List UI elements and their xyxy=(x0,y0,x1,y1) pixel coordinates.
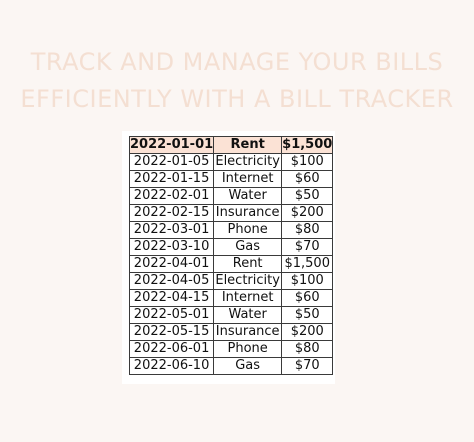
amount-cell[interactable]: $60 xyxy=(282,171,333,188)
amount-cell[interactable]: $80 xyxy=(282,222,333,239)
category-cell[interactable]: Gas xyxy=(214,239,282,256)
category-cell[interactable]: Insurance xyxy=(214,324,282,341)
table-header-row xyxy=(130,137,333,154)
category-cell[interactable]: Internet xyxy=(214,171,282,188)
category-cell[interactable]: Phone xyxy=(214,222,282,239)
date-cell[interactable]: 2022-02-01 xyxy=(130,188,214,205)
amount-cell[interactable]: $80 xyxy=(282,341,333,358)
table-row xyxy=(130,205,333,222)
date-cell[interactable]: 2022-04-05 xyxy=(130,273,214,290)
amount-cell[interactable]: $1,500 xyxy=(282,256,333,273)
date-cell[interactable]: 2022-05-15 xyxy=(130,324,214,341)
category-cell[interactable]: Water xyxy=(214,307,282,324)
category-cell[interactable]: Electricity xyxy=(215,154,280,169)
amount-cell[interactable]: $1,500 xyxy=(282,137,333,152)
category-cell[interactable]: Rent xyxy=(214,256,282,273)
bill-tracker-table xyxy=(129,136,333,375)
category-cell[interactable]: Internet xyxy=(214,290,282,307)
category-cell[interactable]: Gas xyxy=(214,358,282,375)
table-row xyxy=(130,171,333,188)
date-cell[interactable]: 2022-01-15 xyxy=(130,171,214,188)
date-cell[interactable]: 2022-06-10 xyxy=(130,358,214,375)
date-cell[interactable]: 2022-01-01 xyxy=(130,137,214,152)
date-cell[interactable]: 2022-04-01 xyxy=(130,256,214,273)
amount-cell[interactable]: $100 xyxy=(282,154,333,171)
amount-cell[interactable]: $60 xyxy=(282,290,333,307)
table-row xyxy=(130,188,333,205)
category-cell[interactable]: Electricity xyxy=(215,273,280,288)
table-row xyxy=(130,307,333,324)
amount-cell[interactable]: $70 xyxy=(282,358,333,375)
date-cell[interactable]: 2022-05-01 xyxy=(130,307,214,324)
category-cell[interactable]: Phone xyxy=(214,341,282,358)
amount-cell[interactable]: $200 xyxy=(282,205,333,222)
amount-cell[interactable]: $200 xyxy=(282,324,333,341)
date-cell[interactable]: 2022-04-15 xyxy=(130,290,214,307)
table-row xyxy=(130,239,333,256)
date-cell[interactable]: 2022-03-01 xyxy=(130,222,214,239)
table-row xyxy=(130,273,333,290)
table-row xyxy=(130,154,333,171)
category-cell[interactable]: Water xyxy=(214,188,282,205)
table-row xyxy=(130,222,333,239)
category-cell[interactable]: Insurance xyxy=(214,205,282,222)
category-cell[interactable]: Rent xyxy=(214,137,282,154)
table-row xyxy=(130,358,333,375)
amount-cell[interactable]: $50 xyxy=(282,188,333,205)
table-row xyxy=(130,290,333,307)
amount-cell[interactable]: $50 xyxy=(282,307,333,324)
page-title-line-2: EFFICIENTLY WITH A BILL TRACKER xyxy=(20,85,454,113)
table-row xyxy=(130,256,333,273)
amount-cell[interactable]: $70 xyxy=(282,239,333,256)
date-cell[interactable]: 2022-06-01 xyxy=(130,341,214,358)
date-cell[interactable]: 2022-03-10 xyxy=(130,239,214,256)
table-row xyxy=(130,324,333,341)
page-title-line-1: TRACK AND MANAGE YOUR BILLS xyxy=(30,48,444,76)
date-cell[interactable]: 2022-02-15 xyxy=(130,205,214,222)
amount-cell[interactable]: $100 xyxy=(282,273,333,290)
table-row xyxy=(130,341,333,358)
date-cell[interactable]: 2022-01-05 xyxy=(130,154,214,171)
